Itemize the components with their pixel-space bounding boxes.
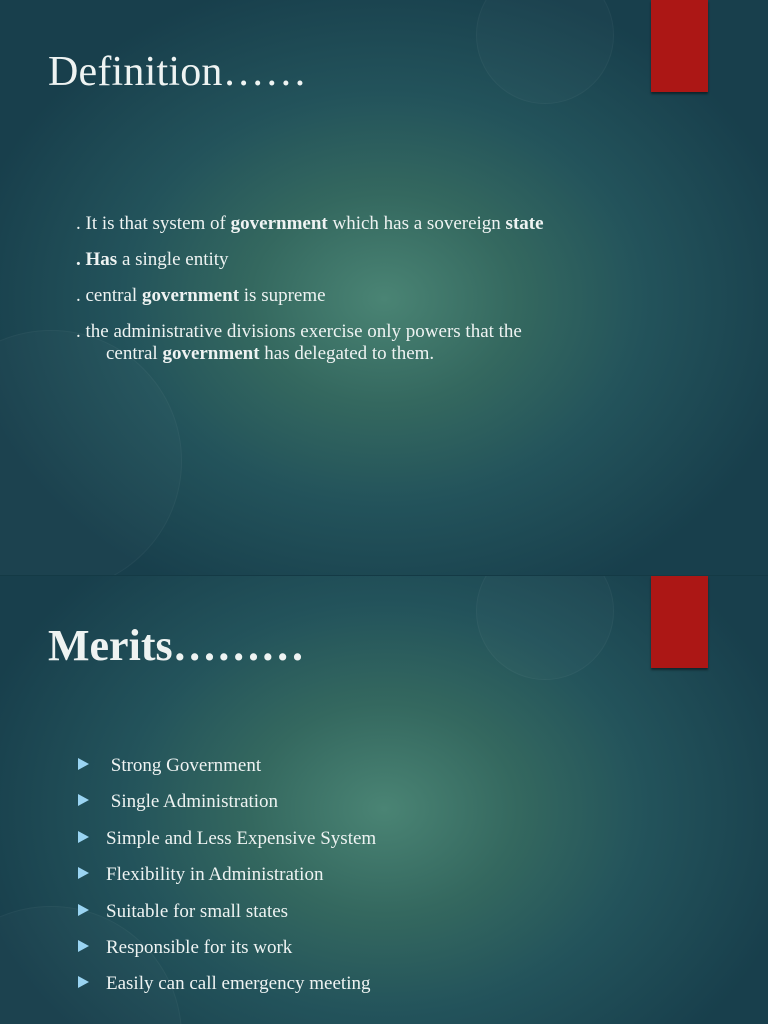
slide-title: Merits……… xyxy=(48,621,305,670)
definition-item: . Has a single entity xyxy=(76,249,229,270)
definition-item: . central government is supreme xyxy=(76,285,326,306)
list-item: Single Administration xyxy=(76,790,636,826)
bullet-triangle-icon xyxy=(78,758,89,770)
decorative-circle xyxy=(476,576,614,680)
bullet-triangle-icon xyxy=(78,904,89,916)
definition-item: . the administrative divisions exercise only powers that the central government has delegated to them. xyxy=(76,321,522,364)
list-item: Simple and Less Expensive System xyxy=(76,827,636,863)
slide-title: Definition…… xyxy=(48,49,308,95)
definition-item: . It is that system of government which has a sovereign state xyxy=(76,213,544,234)
bullet-triangle-icon xyxy=(78,831,89,843)
bullet-triangle-icon xyxy=(78,867,89,879)
merits-list xyxy=(76,754,636,1009)
decorative-circle xyxy=(476,0,614,104)
list-item: Responsible for its work xyxy=(76,936,636,972)
bullet-triangle-icon xyxy=(78,976,89,988)
accent-bar xyxy=(651,576,708,668)
list-item: Suitable for small states xyxy=(76,900,636,936)
bullet-triangle-icon xyxy=(78,940,89,952)
accent-bar xyxy=(651,0,708,92)
slide-merits xyxy=(0,576,768,1024)
list-item: Strong Government xyxy=(76,754,636,790)
bullet-triangle-icon xyxy=(78,794,89,806)
list-item: Easily can call emergency meeting xyxy=(76,972,636,1008)
list-item: Flexibility in Administration xyxy=(76,863,636,899)
definition-list xyxy=(76,213,656,379)
